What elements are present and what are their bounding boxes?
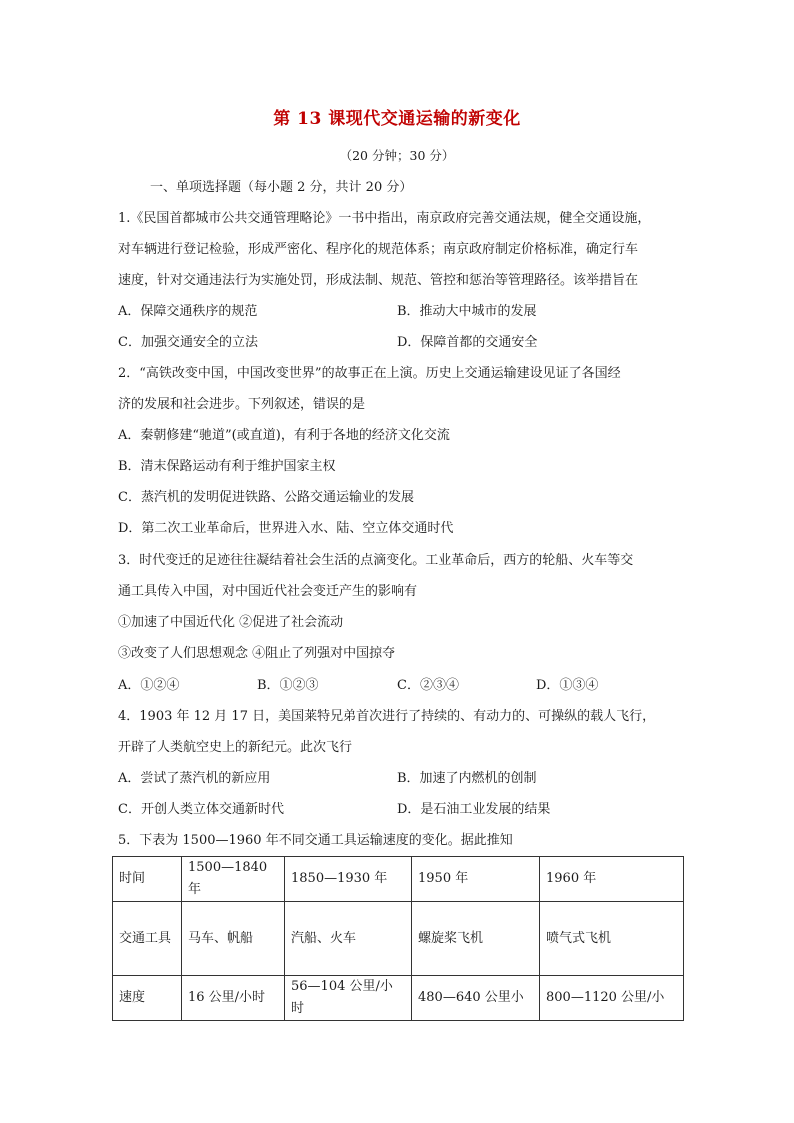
lesson-title: 第 13 课现代交通运输的新变化	[273, 109, 521, 129]
table-cell: 时间	[113, 857, 182, 902]
question-2-option-a: A．秦朝修建“驰道”(或直道)，有利于各地的经济文化交流	[118, 428, 450, 443]
question-2-option-b: B．清末保路运动有利于维护国家主权	[118, 459, 336, 474]
table-cell: 1500—1840 年	[182, 857, 285, 902]
question-3-line-2: 通工具传入中国，对中国近代社会变迁产生的影响有	[118, 584, 418, 599]
table-row	[113, 976, 684, 1021]
question-3-option-c: C．②③④	[397, 678, 459, 693]
question-3-statements-1: ①加速了中国近代化 ②促进了社会流动	[118, 615, 344, 630]
question-1-option-d: D．保障首都的交通安全	[397, 335, 538, 350]
table-cell: 480—640 公里小	[412, 976, 540, 1021]
table-row	[113, 902, 684, 976]
question-3-statements-2: ③改变了人们思想观念 ④阻止了列强对中国掠夺	[118, 646, 396, 661]
question-2-line-1: 2．“高铁改变中国，中国改变世界”的故事正在上演。历史上交通运输建设见证了各国经	[118, 366, 621, 381]
table-cell: 16 公里/小时	[182, 976, 285, 1021]
question-4-line-2: 开辟了人类航空史上的新纪元。此次飞行	[118, 740, 353, 755]
table-cell: 1960 年	[540, 857, 684, 902]
question-3-option-b: B．①②③	[257, 678, 319, 693]
table-cell: 马车、帆船	[182, 902, 285, 976]
table-cell: 56—104 公里/小时	[285, 976, 412, 1021]
question-4-option-b: B．加速了内燃机的创制	[397, 771, 537, 786]
question-3-option-a: A．①②④	[118, 678, 180, 693]
question-1-line-1: 1.《民国首都城市公共交通管理略论》一书中指出，南京政府完善交通法规，健全交通设施，	[118, 211, 651, 226]
time-score-note: （20 分钟；30 分）	[339, 148, 455, 163]
table-row	[113, 857, 684, 902]
question-1-option-a: A．保障交通秩序的规范	[118, 304, 258, 319]
question-3-option-d: D．①③④	[536, 678, 599, 693]
question-4-option-d: D．是石油工业发展的结果	[397, 802, 551, 817]
table-cell: 汽船、火车	[285, 902, 412, 976]
question-2-option-d: D．第二次工业革命后，世界进入水、陆、空立体交通时代	[118, 521, 454, 536]
question-2-option-c: C．蒸汽机的发明促进铁路、公路交通运输业的发展	[118, 490, 414, 505]
question-1-option-c: C．加强交通安全的立法	[118, 335, 258, 350]
table-cell: 800—1120 公里/小	[540, 976, 684, 1021]
question-4-option-c: C．开创人类立体交通新时代	[118, 802, 284, 817]
question-4-option-a: A．尝试了蒸汽机的新应用	[118, 771, 271, 786]
table-cell: 速度	[113, 976, 182, 1021]
question-3-line-1: 3．时代变迁的足迹往往凝结着社会生活的点滴变化。工业革命后，西方的轮船、火车等交	[118, 553, 634, 568]
table-cell: 交通工具	[113, 902, 182, 976]
question-5-stem: 5．下表为 1500—1960 年不同交通工具运输速度的变化。据此推知	[118, 833, 513, 848]
question-1-line-2: 对车辆进行登记检验，形成严密化、程序化的规范体系；南京政府制定价格标准，确定行车	[118, 242, 639, 257]
table-cell: 螺旋桨飞机	[412, 902, 540, 976]
question-1-option-b: B．推动大中城市的发展	[397, 304, 537, 319]
question-4-line-1: 4．1903 年 12 月 17 日，美国莱特兄弟首次进行了持续的、有动力的、可操纵的载人飞行，	[118, 709, 656, 724]
question-2-line-2: 济的发展和社会进步。下列叙述，错误的是	[118, 397, 366, 412]
table-cell: 1950 年	[412, 857, 540, 902]
speed-table	[112, 856, 684, 1021]
table-cell: 喷气式飞机	[540, 902, 684, 976]
table-cell: 1850—1930 年	[285, 857, 412, 902]
section-heading: 一、单项选择题（每小题 2 分，共计 20 分）	[150, 180, 413, 195]
question-1-line-3: 速度，针对交通违法行为实施处罚，形成法制、规范、管控和惩治等管理路径。该举措旨在	[118, 273, 639, 288]
